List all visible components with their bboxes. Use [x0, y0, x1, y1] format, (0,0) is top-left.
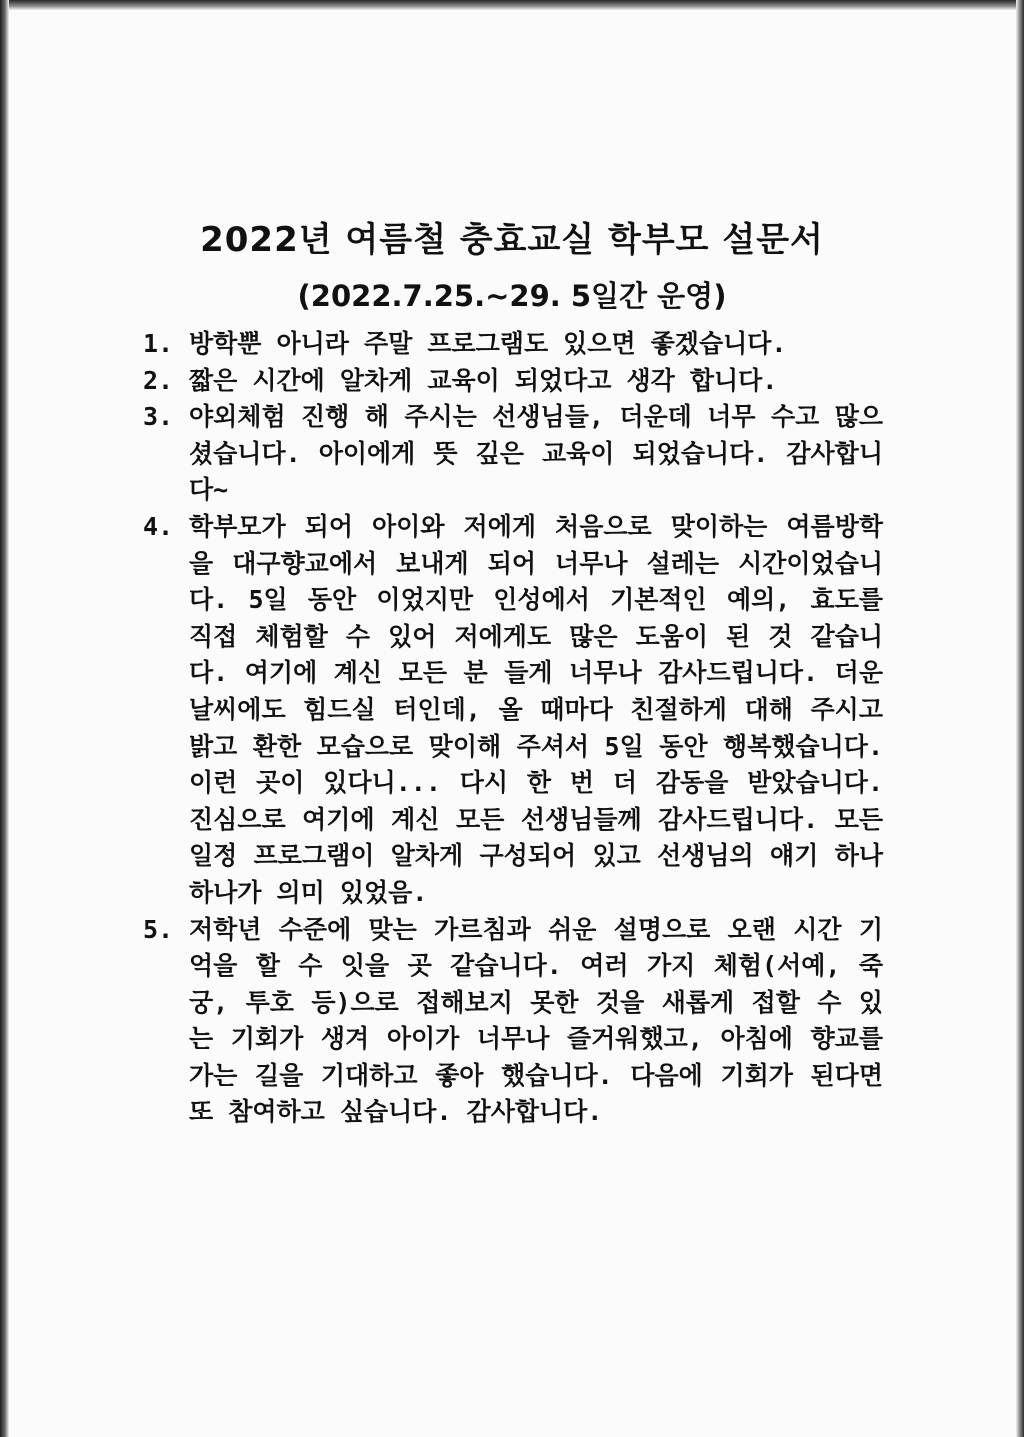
response-number: 2.: [143, 365, 174, 395]
response-text: 방학뿐 아니라 주말 프로그램도 있으면 좋겠습니다.: [189, 329, 787, 358]
response-item: [143, 509, 883, 912]
response-number: 5.: [143, 914, 174, 944]
scan-shadow-top: [0, 0, 1024, 10]
response-text: 짧은 시간에 알차게 교육이 되었다고 생각 합니다.: [189, 365, 778, 395]
response-item: [143, 912, 883, 1132]
document-title: 2022년 여름철 충효교실 학부모 설문서: [200, 220, 824, 260]
document-subtitle: (2022.7.25.~29. 5일간 운영): [297, 279, 727, 313]
response-text: 저학년 수준에 맞는 가르침과 쉬운 설명으로 오랜 시간 기억을 할 수 잇을 곳 같습니다. 여러 가지 체험(서예, 죽궁, 투호 등)으로 접해보지 못한 것을 새롭게 접할 수 있는 기회가 생겨 아이가 너무나 즐거워했고, 아침에 향교를 가는 길을 기대하고 좋아 했습니다. 다음에 기회가 된다면 또 참여하고 싶습니다. 감사합니다.: [189, 914, 883, 1127]
response-item: [143, 363, 883, 400]
response-number: 1.: [143, 329, 174, 358]
response-number: 3.: [143, 402, 174, 432]
response-text: 야외체험 진행 해 주시는 선생님들, 더운데 너무 수고 많으셨습니다. 아이에게 뜻 깊은 교육이 되었습니다. 감사합니다~: [189, 402, 883, 505]
survey-responses: [143, 326, 883, 1131]
response-item: [143, 399, 883, 509]
response-item: [143, 326, 883, 363]
response-text: 학부모가 되어 아이와 저에게 처음으로 맞이하는 여름방학을 대구향교에서 보내게 되어 너무나 설레는 시간이었습니다. 5일 동안 이었지만 인성에서 기본적인 예의, 효도를 직접 체험할 수 있어 저에게도 많은 도움이 된 것 같습니다. 여기에 계신 모든 분 들게 너무나 감사드립니다. 더운 날씨에도 힘드실 터인데, 올 때마다 친절하게 대해 주시고 밝고 환한 모습으로 맞이해 주셔서 5일 동안 행복했습니다. 이런 곳이 있다니... 다시 한 번 더 감동을 받았습니다. 진심으로 여기에 계신 모든 선생님들께 감사드립니다. 모든 일정 프로그램이 알차게 구성되어 있고 선생님의 얘기 하나 하나가 의미 있었음.: [189, 511, 883, 907]
response-number: 4.: [143, 511, 174, 541]
